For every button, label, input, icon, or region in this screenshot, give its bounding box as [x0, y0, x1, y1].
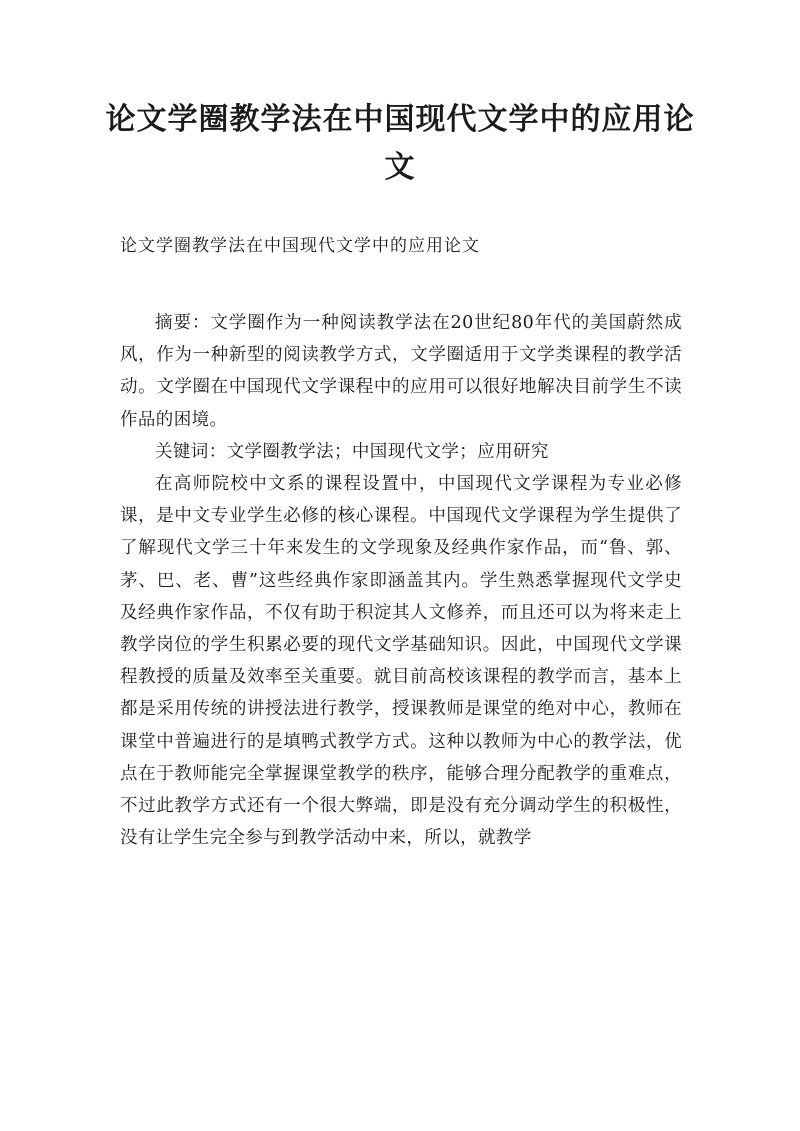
abstract-paragraph: 摘要：文学圈作为一种阅读教学法在20世纪80年代的美国蔚然成风，作为一种新型的阅读教学方式，文学圈适用于文学类课程的教学活动。文学圈在中国现代文学课程中的应用可以很好地解决目前学生不读作品的困境。 — [120, 313, 682, 430]
body-paragraph: 在高师院校中文系的课程设置中，中国现代文学课程为专业必修课，是中文专业学生必修的核心课程。中国现代文学课程为学生提供了了解现代文学三十年来发生的文学现象及经典作家作品，而“鲁、郭、茅、巴、老、曹”这些经典作家即涵盖其内。学生熟悉掌握现代文学史及经典作家作品，不仅有助于积淀其人文修养，而且还可以为将来走上教学岗位的学生积累必要的现代文学基础知识。因此，中国现代文学课程教授的质量及效率至关重要。就目前高校该课程的教学而言，基本上都是采用传统的讲授法进行教学，授课教师是课堂的绝对中心，教师在课堂中普遍进行的是填鸭式教学方式。这种以教师为中心的教学法，优点在于教师能完全掌握课堂教学的秩序，能够合理分配教学的重难点，不过此教学方式还有一个很大弊端，即是没有充分调动学生的积极性，没有让学生完全参与到教学活动中来，所以，就教学 — [120, 474, 682, 849]
document-subtitle: 论文学圈教学法在中国现代文学中的应用论文 — [120, 236, 480, 256]
document-body — [120, 307, 682, 854]
document-title: 论文学圈教学法在中国现代文学中的应用论文 — [105, 102, 695, 185]
keywords-line: 关键词：文学圈教学法；中国现代文学；应用研究 — [155, 441, 549, 462]
